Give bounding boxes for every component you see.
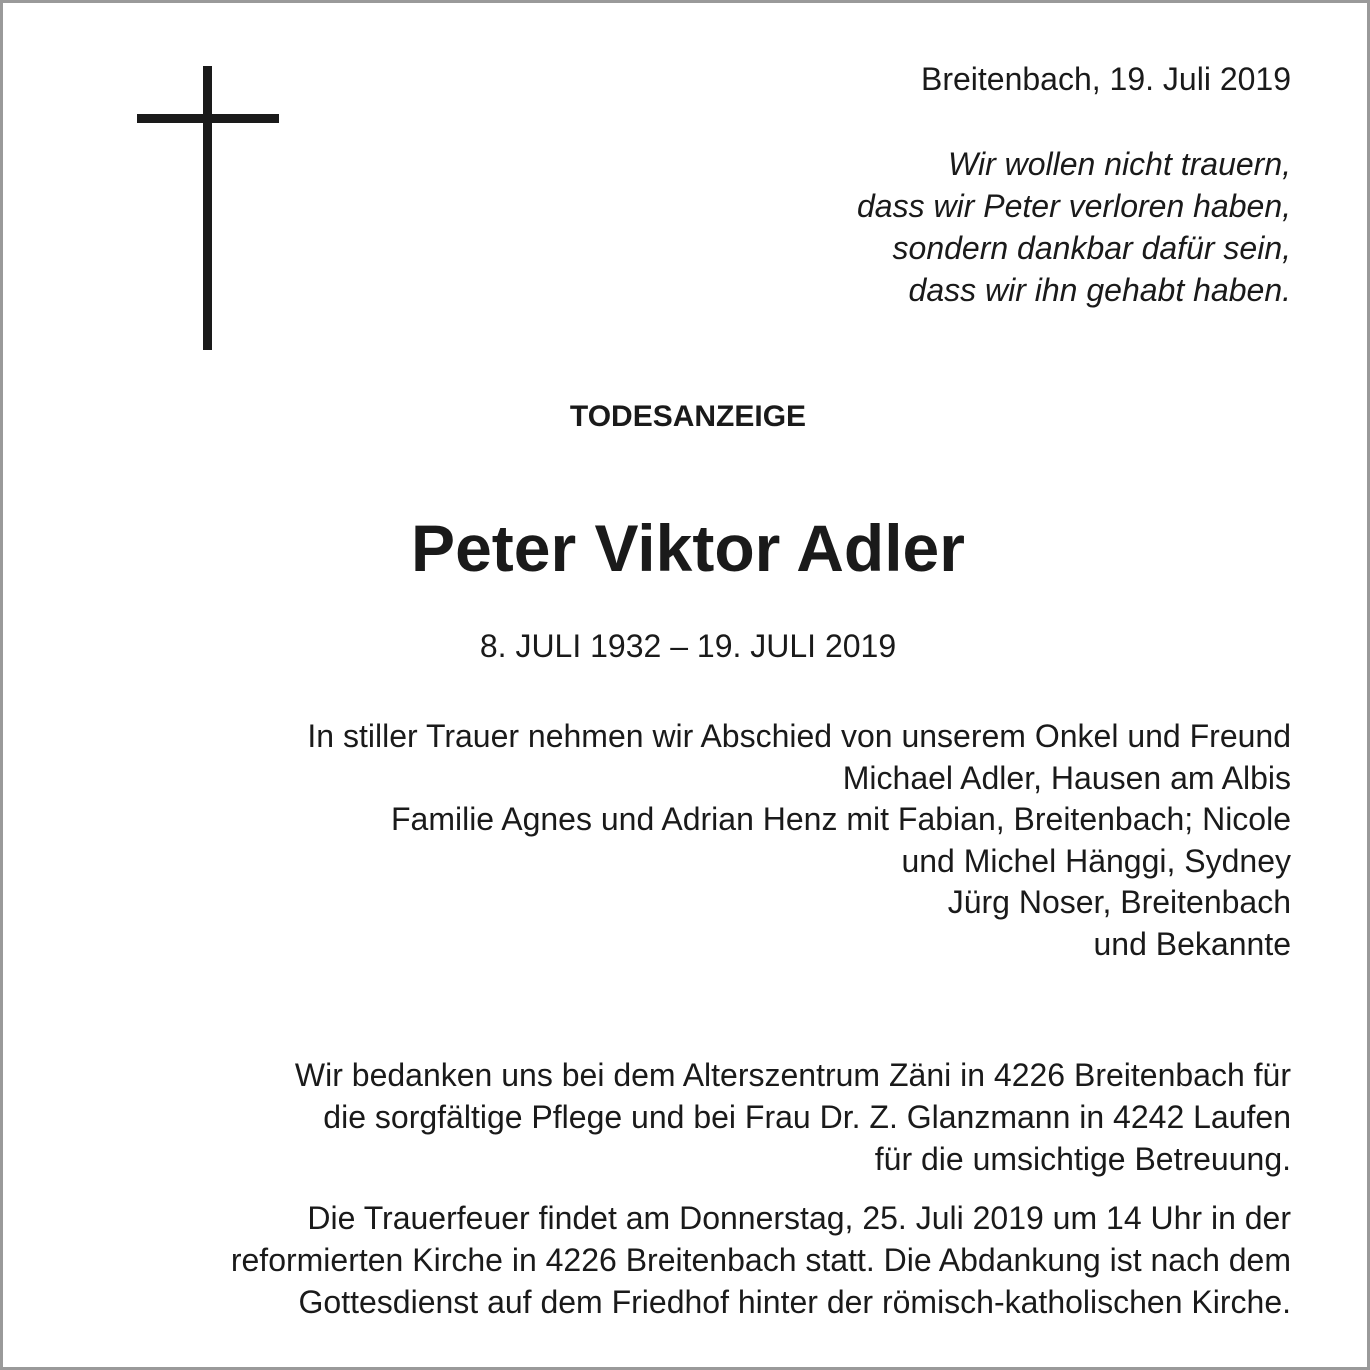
mourners-line: In stiller Trauer nehmen wir Abschied von unserem Onkel und Freund [307, 718, 1291, 754]
cross-horizontal-bar [137, 114, 279, 123]
service-line: reformierten Kirche in 4226 Breitenbach statt. Die Abdankung ist nach dem [230, 1242, 1291, 1278]
thanks-line: die sorgfältige Pflege und bei Frau Dr. Z. Glanzmann in 4242 Laufen [323, 1099, 1291, 1135]
poem-line: dass wir Peter verloren haben, [857, 188, 1291, 224]
poem-line: Wir wollen nicht trauern, [948, 146, 1291, 182]
place-date: Breitenbach, 19. Juli 2019 [920, 61, 1291, 97]
thanks-line: für die umsichtige Betreuung. [874, 1141, 1291, 1177]
thanks-paragraph [295, 1054, 1291, 1180]
poem-line: sondern dankbar dafür sein, [892, 230, 1291, 266]
notice-heading: TODESANZEIGE [569, 400, 807, 433]
poem-line: dass wir ihn gehabt haben. [908, 272, 1291, 308]
service-line: Die Trauerfeuer findet am Donnerstag, 25. Juli 2019 um 14 Uhr in der [307, 1200, 1291, 1236]
mourners-line: und Michel Hänggi, Sydney [901, 842, 1291, 879]
mourners-line: Familie Agnes und Adrian Henz mit Fabian, Breitenbach; Nicole [390, 801, 1291, 838]
deceased-name: Peter Viktor Adler [411, 511, 965, 585]
cross-vertical-bar [203, 66, 212, 350]
thanks-line: Wir bedanken uns bei dem Alterszentrum Zäni in 4226 Breitenbach für [294, 1057, 1291, 1093]
mourners-line: und Bekannte [1093, 925, 1291, 962]
lifespan-dates: 8. JULI 1932 – 19. JULI 2019 [479, 628, 897, 664]
service-line: Gottesdienst auf dem Friedhof hinter der römisch-katholischen Kirche. [298, 1284, 1291, 1320]
service-paragraph [231, 1197, 1291, 1323]
poem [857, 143, 1291, 311]
mourners-line: Michael Adler, Hausen am Albis [842, 759, 1291, 796]
mourners-list [307, 716, 1291, 966]
mourners-line: Jürg Noser, Breitenbach [947, 884, 1291, 921]
